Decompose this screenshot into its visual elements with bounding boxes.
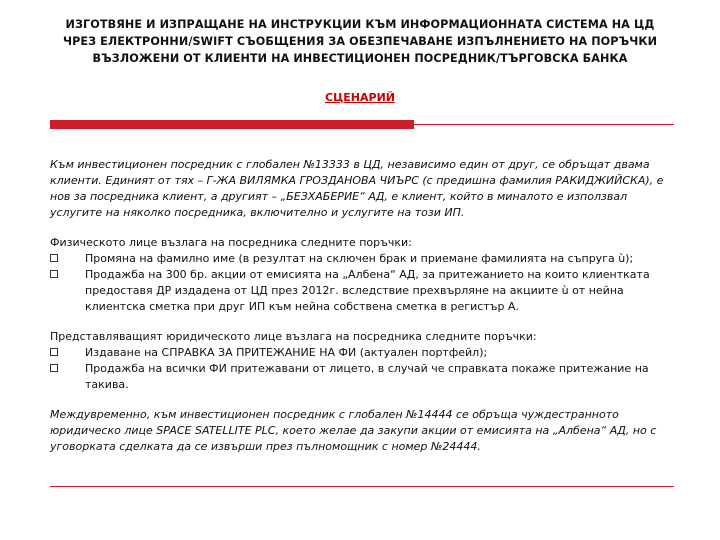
red-divider-bar: [50, 120, 414, 129]
list-item: [50, 345, 675, 361]
title-line: ВЪЗЛОЖЕНИ ОТ КЛИЕНТИ НА ИНВЕСТИЦИОНЕН ПОСРЕДНИК/ТЪРГОВСКА БАНКА: [92, 52, 628, 65]
intro-paragraph: Към инвестиционен посредник с глобален №13333 в ЦД, независимо един от друг, се обръщат двама клиенти. Единият от тях – Г-ЖА ВИЛЯМКА ГРОЗДАНОВА ЧИЪРС (с предишна фамилия РАКИДЖИЙСКА), е нов за посредника клиент, а другият – „БЕЗХАБЕРИЕ“ АД, е клиент, който в миналото е използвал услугите на няколко посредника, включително и услугите на този ИП.: [50, 158, 664, 219]
list-item-text: Продажба на 300 бр. акции от емисията на „Албена“ АД, за притежанието на които клиентката предоставя ДР издадена от ЦД през 2012г. вследствие прехвърляне на акциите ù от нейна клиентска сметка при друг ИП към нейна собствена сметка в регистър А.: [85, 268, 650, 313]
list-item-text: Продажба на всички ФИ притежавани от лицето, в случай че справката покаже притежание на такива.: [85, 362, 649, 391]
checkbox-bullet-icon: [50, 348, 58, 356]
natural-person-lead: Физическото лице възлага на посредника следните поръчки:: [50, 236, 412, 249]
checkbox-bullet-icon: [50, 254, 58, 262]
legal-person-orders: [50, 345, 675, 393]
document-title: [30, 16, 690, 67]
natural-person-orders: [50, 251, 675, 315]
closing-paragraph: Междувременно, към инвестиционен посредник с глобален №14444 се обръща чуждестранното юридическо лице SPACE SATELLITE PLC, което желае да закупи акции от емисията на „Албена“ АД, но с уговорката сделката да се извърши през пълномощник с номер №24444.: [50, 408, 657, 453]
list-item: [50, 361, 675, 393]
checkbox-bullet-icon: [50, 270, 58, 278]
list-item: [50, 251, 675, 267]
title-line: ИЗГОТВЯНЕ И ИЗПРАЩАНЕ НА ИНСТРУКЦИИ КЪМ ИНФОРМАЦИОННАТА СИСТЕМА НА ЦД: [65, 18, 655, 31]
scenario-heading: СЦЕНАРИЙ: [325, 91, 395, 104]
red-divider-line: [414, 124, 674, 125]
list-item: [50, 267, 675, 315]
title-line: ЧРЕЗ ЕЛЕКТРОННИ/SWIFT СЪОБЩЕНИЯ ЗА ОБЕЗПЕЧАВАНЕ ИЗПЪЛНЕНИЕТО НА ПОРЪЧКИ: [62, 35, 658, 48]
list-item-text: Издаване на СПРАВКА ЗА ПРИТЕЖАНИЕ НА ФИ (актуален портфейл);: [85, 346, 488, 359]
document-body: [50, 157, 675, 469]
checkbox-bullet-icon: [50, 364, 58, 372]
list-item-text: Промяна на фамилно име (в резултат на сключен брак и приемане фамилията на съпруга ù);: [85, 252, 634, 265]
legal-person-lead: Представляващият юридическото лице възлага на посредника следните поръчки:: [50, 330, 537, 343]
bottom-divider-line: [50, 486, 674, 487]
